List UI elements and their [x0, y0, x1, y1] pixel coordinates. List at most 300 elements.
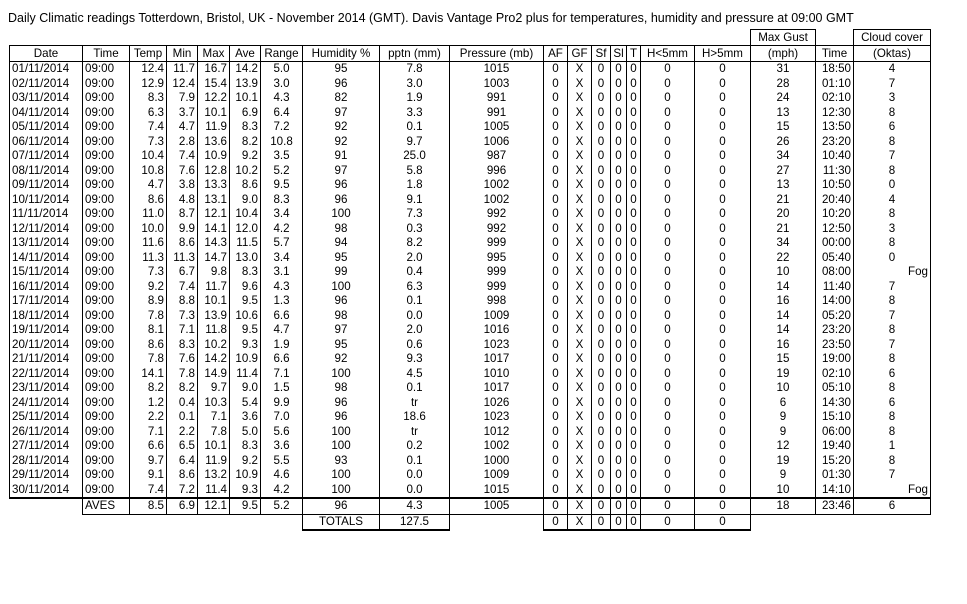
cell-pressure: 1017: [450, 381, 544, 396]
header-date: Date: [10, 46, 83, 62]
cell-range: 1.5: [261, 381, 303, 396]
cell-humidity: 92: [303, 352, 380, 367]
cell-pptn: 0.1: [380, 120, 450, 135]
averages-row: [10, 498, 931, 514]
table-row: [10, 106, 931, 121]
cell-gust-mph: 26: [751, 135, 816, 150]
cell-sf: 0: [592, 178, 611, 193]
cell-pptn: 9.1: [380, 193, 450, 208]
cell-sf: 0: [592, 323, 611, 338]
cell-range: 3.0: [261, 77, 303, 92]
cell-gust-mph: 16: [751, 338, 816, 353]
table-row: [10, 396, 931, 411]
cell-ave: 10.2: [230, 164, 261, 179]
cell-range: 7.2: [261, 120, 303, 135]
cell-h-lt5: 0: [641, 62, 695, 77]
cell-oktas: 4: [854, 193, 931, 208]
cell-sl: 0: [611, 367, 627, 382]
cell-t: 0: [627, 207, 641, 222]
table-row: [10, 207, 931, 222]
cell-ave: 10.9: [230, 352, 261, 367]
cell-sl: 0: [611, 135, 627, 150]
cell-range: 3.5: [261, 149, 303, 164]
cell-range: 3.1: [261, 265, 303, 280]
cell-max: 10.2: [198, 338, 230, 353]
header-max: Max: [198, 46, 230, 62]
table-row: [10, 236, 931, 251]
cell-sl: 0: [611, 468, 627, 483]
cell-h-lt5: 0: [641, 309, 695, 324]
cell-range: 6.6: [261, 352, 303, 367]
cell-pptn: 3.0: [380, 77, 450, 92]
cell-h-lt5: 0: [641, 367, 695, 382]
table-row: [10, 251, 931, 266]
cell-humidity: 96: [303, 294, 380, 309]
cell-af: 0: [544, 62, 568, 77]
cell-time: 09:00: [83, 468, 130, 483]
cell-pressure: 1002: [450, 439, 544, 454]
cell-h-gt5: 0: [695, 425, 751, 440]
cell-temp: 8.1: [130, 323, 167, 338]
cell-max: 14.9: [198, 367, 230, 382]
cell-sf: 0: [592, 77, 611, 92]
cell-time: 09:00: [83, 396, 130, 411]
cell-temp: 12.4: [130, 62, 167, 77]
cell-temp: 8.2: [130, 381, 167, 396]
cell-h-lt5: 0: [641, 396, 695, 411]
cell-pptn: 0.4: [380, 265, 450, 280]
cell-h-gt5: 0: [695, 309, 751, 324]
cell-time: 09:00: [83, 236, 130, 251]
header-time: Time: [83, 46, 130, 62]
cell-af: 0: [544, 149, 568, 164]
cell-t: 0: [627, 483, 641, 499]
cell-t: 0: [627, 193, 641, 208]
cell-pptn: 25.0: [380, 149, 450, 164]
totals-h-gt5: 0: [695, 514, 751, 530]
cell-range: 4.3: [261, 280, 303, 295]
cell-max: 11.4: [198, 483, 230, 499]
cell-humidity: 100: [303, 207, 380, 222]
cell-sl: 0: [611, 91, 627, 106]
cell-humidity: 99: [303, 265, 380, 280]
cell-sf: 0: [592, 468, 611, 483]
cell-humidity: 91: [303, 149, 380, 164]
cell-t: 0: [627, 439, 641, 454]
cell-t: 0: [627, 323, 641, 338]
cell-max: 13.9: [198, 309, 230, 324]
cell-pressure: 1026: [450, 396, 544, 411]
cell-sl: 0: [611, 483, 627, 499]
cell-max: 11.9: [198, 454, 230, 469]
cell-ave: 10.9: [230, 468, 261, 483]
cell-ave: 13.9: [230, 77, 261, 92]
header-h-gt5: H>5mm: [695, 46, 751, 62]
spacer-cell: [167, 514, 198, 530]
cell-gust-time: 19:40: [816, 439, 854, 454]
table-row: [10, 309, 931, 324]
cell-t: 0: [627, 236, 641, 251]
cell-ave: 5.0: [230, 425, 261, 440]
cell-sl: 0: [611, 439, 627, 454]
cell-pptn: 0.1: [380, 454, 450, 469]
cell-max: 16.7: [198, 62, 230, 77]
table-row: [10, 193, 931, 208]
cell-date: 17/11/2014: [10, 294, 83, 309]
cell-max: 13.2: [198, 468, 230, 483]
cell-af: 0: [544, 468, 568, 483]
cell-humidity: 96: [303, 396, 380, 411]
cell-h-lt5: 0: [641, 294, 695, 309]
cell-max: 10.1: [198, 439, 230, 454]
cell-t: 0: [627, 294, 641, 309]
cell-humidity: 94: [303, 236, 380, 251]
cell-sf: 0: [592, 454, 611, 469]
cell-sf: 0: [592, 251, 611, 266]
cell-pptn: 1.9: [380, 91, 450, 106]
cell-min: 3.7: [167, 106, 198, 121]
cell-min: 11.3: [167, 251, 198, 266]
cell-temp: 6.6: [130, 439, 167, 454]
cell-h-gt5: 0: [695, 106, 751, 121]
cell-range: 4.6: [261, 468, 303, 483]
cell-max: 14.7: [198, 251, 230, 266]
cell-time: 09:00: [83, 425, 130, 440]
cell-gust-time: 12:50: [816, 222, 854, 237]
cell-gust-mph: 31: [751, 62, 816, 77]
cell-sl: 0: [611, 410, 627, 425]
cell-sf: 0: [592, 425, 611, 440]
cell-oktas: 7: [854, 309, 931, 324]
table-row: [10, 91, 931, 106]
cell-date: 19/11/2014: [10, 323, 83, 338]
cell-humidity: 96: [303, 178, 380, 193]
cell-h-gt5: 0: [695, 468, 751, 483]
cell-time: 09:00: [83, 309, 130, 324]
cell-ave: 11.5: [230, 236, 261, 251]
cell-pptn: 5.8: [380, 164, 450, 179]
cell-gf: X: [568, 323, 592, 338]
table-row: [10, 352, 931, 367]
cell-humidity: 97: [303, 164, 380, 179]
cell-h-gt5: 0: [695, 483, 751, 499]
cell-min: 7.2: [167, 483, 198, 499]
cell-ave: 8.6: [230, 178, 261, 193]
cell-gust-time: 14:10: [816, 483, 854, 499]
cell-gf: X: [568, 454, 592, 469]
cell-af: 0: [544, 178, 568, 193]
cell-max: 12.1: [198, 207, 230, 222]
cell-min: 2.2: [167, 425, 198, 440]
cell-t: 0: [627, 381, 641, 396]
cell-sl: 0: [611, 207, 627, 222]
cell-h-gt5: 0: [695, 367, 751, 382]
table-row: [10, 483, 931, 499]
aves-humidity: 96: [303, 498, 380, 514]
spacer-cell: [10, 30, 751, 46]
cell-t: 0: [627, 77, 641, 92]
cell-oktas: Fog: [854, 483, 931, 499]
cell-gf: X: [568, 280, 592, 295]
cell-sl: 0: [611, 338, 627, 353]
cell-ave: 11.4: [230, 367, 261, 382]
table-row: [10, 265, 931, 280]
cell-af: 0: [544, 265, 568, 280]
cell-h-lt5: 0: [641, 483, 695, 499]
cloud-cover-header: Cloud cover: [854, 30, 931, 46]
cell-time: 09:00: [83, 294, 130, 309]
cell-sf: 0: [592, 149, 611, 164]
cell-t: 0: [627, 410, 641, 425]
table-row: [10, 338, 931, 353]
cell-h-gt5: 0: [695, 454, 751, 469]
cell-min: 0.1: [167, 410, 198, 425]
cell-h-lt5: 0: [641, 439, 695, 454]
cell-t: 0: [627, 178, 641, 193]
cell-pressure: 1009: [450, 468, 544, 483]
cell-date: 15/11/2014: [10, 265, 83, 280]
cell-gust-mph: 34: [751, 149, 816, 164]
cell-h-lt5: 0: [641, 425, 695, 440]
cell-gust-mph: 10: [751, 265, 816, 280]
cell-t: 0: [627, 91, 641, 106]
cell-h-gt5: 0: [695, 149, 751, 164]
table-row: [10, 77, 931, 92]
cell-max: 15.4: [198, 77, 230, 92]
cell-ave: 10.4: [230, 207, 261, 222]
cell-ave: 9.2: [230, 149, 261, 164]
cell-gf: X: [568, 149, 592, 164]
cell-af: 0: [544, 91, 568, 106]
table-row: [10, 164, 931, 179]
cell-time: 09:00: [83, 367, 130, 382]
cell-range: 1.9: [261, 338, 303, 353]
cell-pressure: 1002: [450, 193, 544, 208]
cell-date: 05/11/2014: [10, 120, 83, 135]
cell-sf: 0: [592, 410, 611, 425]
cell-max: 14.1: [198, 222, 230, 237]
cell-date: 20/11/2014: [10, 338, 83, 353]
cell-min: 4.7: [167, 120, 198, 135]
cell-af: 0: [544, 352, 568, 367]
cell-pptn: tr: [380, 425, 450, 440]
cell-humidity: 98: [303, 309, 380, 324]
cell-date: 11/11/2014: [10, 207, 83, 222]
cell-time: 09:00: [83, 352, 130, 367]
cell-temp: 7.3: [130, 265, 167, 280]
table-row: [10, 294, 931, 309]
cell-gf: X: [568, 120, 592, 135]
cell-sf: 0: [592, 280, 611, 295]
cell-gf: X: [568, 265, 592, 280]
cell-gust-mph: 9: [751, 410, 816, 425]
table-row: [10, 425, 931, 440]
cell-sf: 0: [592, 91, 611, 106]
cell-range: 7.0: [261, 410, 303, 425]
header-oktas: (Oktas): [854, 46, 931, 62]
cell-min: 8.3: [167, 338, 198, 353]
cell-range: 4.2: [261, 222, 303, 237]
cell-ave: 10.1: [230, 91, 261, 106]
cell-gust-time: 01:30: [816, 468, 854, 483]
cell-gf: X: [568, 193, 592, 208]
cell-min: 6.7: [167, 265, 198, 280]
cell-range: 4.2: [261, 483, 303, 499]
cell-gust-time: 10:40: [816, 149, 854, 164]
cell-humidity: 97: [303, 323, 380, 338]
cell-pressure: 1023: [450, 410, 544, 425]
cell-af: 0: [544, 193, 568, 208]
cell-gust-time: 08:00: [816, 265, 854, 280]
cell-sl: 0: [611, 352, 627, 367]
header-h-lt5: H<5mm: [641, 46, 695, 62]
cell-gf: X: [568, 62, 592, 77]
cell-humidity: 98: [303, 222, 380, 237]
cell-temp: 10.0: [130, 222, 167, 237]
table-row: [10, 468, 931, 483]
cell-temp: 7.8: [130, 352, 167, 367]
cell-gf: X: [568, 483, 592, 499]
cell-t: 0: [627, 106, 641, 121]
header-temp: Temp: [130, 46, 167, 62]
cell-af: 0: [544, 439, 568, 454]
cell-temp: 7.8: [130, 309, 167, 324]
cell-ave: 9.2: [230, 454, 261, 469]
cell-ave: 9.3: [230, 483, 261, 499]
aves-h-gt5: 0: [695, 498, 751, 514]
cell-af: 0: [544, 309, 568, 324]
cell-gf: X: [568, 164, 592, 179]
cell-h-gt5: 0: [695, 164, 751, 179]
cell-date: 29/11/2014: [10, 468, 83, 483]
cell-humidity: 100: [303, 483, 380, 499]
cell-temp: 9.7: [130, 454, 167, 469]
cell-gust-mph: 16: [751, 294, 816, 309]
cell-date: 09/11/2014: [10, 178, 83, 193]
cell-gust-time: 01:10: [816, 77, 854, 92]
cell-date: 14/11/2014: [10, 251, 83, 266]
cell-min: 8.7: [167, 207, 198, 222]
cell-humidity: 95: [303, 62, 380, 77]
aves-gust-mph: 18: [751, 498, 816, 514]
table-row: [10, 367, 931, 382]
cell-t: 0: [627, 251, 641, 266]
max-gust-header: Max Gust: [751, 30, 816, 46]
cell-humidity: 95: [303, 251, 380, 266]
cell-humidity: 100: [303, 439, 380, 454]
cell-pressure: 992: [450, 222, 544, 237]
cell-pressure: 1005: [450, 120, 544, 135]
cell-gust-mph: 13: [751, 178, 816, 193]
cell-af: 0: [544, 483, 568, 499]
cell-sf: 0: [592, 381, 611, 396]
page-title: Daily Climatic readings Totterdown, Bristol, UK - November 2014 (GMT). Davis Vantage Pro2 plus for temperatures, humidity and pressure at 09:00 GMT: [8, 11, 854, 25]
cell-t: 0: [627, 135, 641, 150]
cell-sl: 0: [611, 425, 627, 440]
cell-date: 22/11/2014: [10, 367, 83, 382]
cell-temp: 10.4: [130, 149, 167, 164]
cell-sl: 0: [611, 280, 627, 295]
cell-pressure: 1003: [450, 77, 544, 92]
cell-ave: 9.0: [230, 193, 261, 208]
cell-pptn: 0.2: [380, 439, 450, 454]
cell-gust-time: 00:00: [816, 236, 854, 251]
cell-pptn: 8.2: [380, 236, 450, 251]
cell-date: 01/11/2014: [10, 62, 83, 77]
cell-oktas: 6: [854, 367, 931, 382]
cell-pptn: 6.3: [380, 280, 450, 295]
cell-time: 09:00: [83, 106, 130, 121]
totals-h-lt5: 0: [641, 514, 695, 530]
cell-h-gt5: 0: [695, 352, 751, 367]
cell-max: 9.7: [198, 381, 230, 396]
cell-gust-time: 23:20: [816, 135, 854, 150]
cell-af: 0: [544, 381, 568, 396]
cell-h-lt5: 0: [641, 77, 695, 92]
cell-time: 09:00: [83, 483, 130, 499]
cell-h-gt5: 0: [695, 410, 751, 425]
table-row: [10, 454, 931, 469]
cell-gust-mph: 14: [751, 309, 816, 324]
cell-range: 4.7: [261, 323, 303, 338]
cell-h-lt5: 0: [641, 120, 695, 135]
cell-pressure: 1006: [450, 135, 544, 150]
cell-gust-time: 14:30: [816, 396, 854, 411]
cell-sl: 0: [611, 294, 627, 309]
cell-date: 10/11/2014: [10, 193, 83, 208]
cell-gf: X: [568, 396, 592, 411]
cell-sf: 0: [592, 338, 611, 353]
cell-sl: 0: [611, 106, 627, 121]
cell-oktas: 8: [854, 352, 931, 367]
cell-date: 07/11/2014: [10, 149, 83, 164]
cell-max: 10.9: [198, 149, 230, 164]
cell-oktas: 8: [854, 207, 931, 222]
cell-time: 09:00: [83, 338, 130, 353]
cell-max: 7.8: [198, 425, 230, 440]
aves-time: AVES: [83, 498, 130, 514]
cell-humidity: 100: [303, 425, 380, 440]
cell-sl: 0: [611, 62, 627, 77]
cell-gf: X: [568, 294, 592, 309]
cell-ave: 6.9: [230, 106, 261, 121]
spacer-cell: [83, 514, 130, 530]
cell-humidity: 98: [303, 381, 380, 396]
totals-sf: 0: [592, 514, 611, 530]
cell-h-gt5: 0: [695, 77, 751, 92]
cell-oktas: 4: [854, 62, 931, 77]
cell-h-gt5: 0: [695, 439, 751, 454]
spacer-cell: [854, 514, 931, 530]
header-sf: Sf: [592, 46, 611, 62]
cell-sl: 0: [611, 178, 627, 193]
cell-date: 21/11/2014: [10, 352, 83, 367]
cell-pptn: 7.8: [380, 62, 450, 77]
cell-date: 30/11/2014: [10, 483, 83, 499]
cell-gust-mph: 9: [751, 468, 816, 483]
cell-af: 0: [544, 207, 568, 222]
cell-gf: X: [568, 468, 592, 483]
cell-min: 0.4: [167, 396, 198, 411]
cell-h-lt5: 0: [641, 352, 695, 367]
cell-date: 23/11/2014: [10, 381, 83, 396]
cell-h-lt5: 0: [641, 106, 695, 121]
cell-temp: 11.3: [130, 251, 167, 266]
cell-range: 1.3: [261, 294, 303, 309]
header-pptn: pptn (mm): [380, 46, 450, 62]
cell-range: 6.4: [261, 106, 303, 121]
cell-h-lt5: 0: [641, 207, 695, 222]
